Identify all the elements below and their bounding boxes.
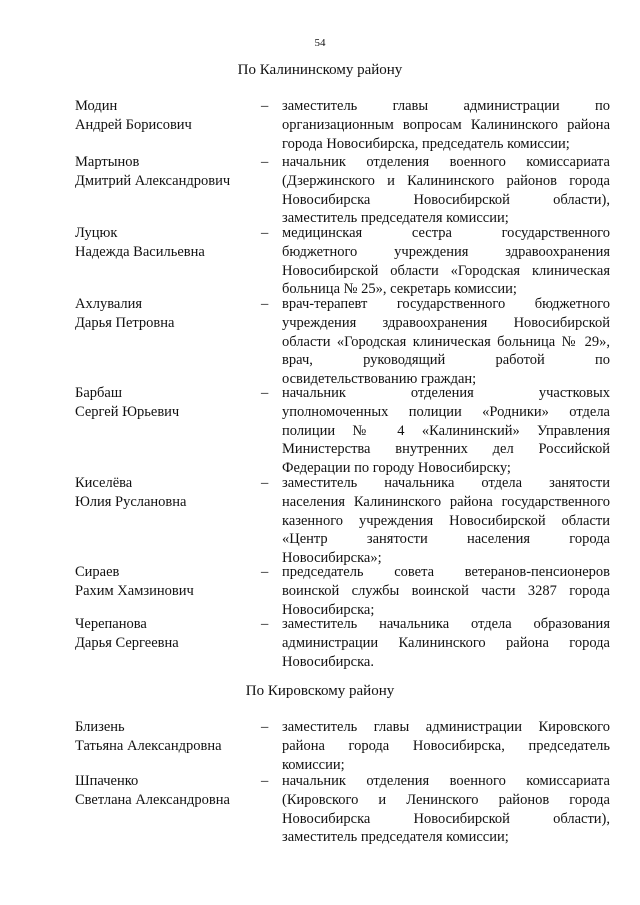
member-surname: Ахлувалия xyxy=(75,296,143,312)
member-role-line: бюджетного учреждения здравоохранения xyxy=(282,243,610,260)
member-role-line: Новосибирска. xyxy=(282,653,374,670)
member-role-line: полиции № 4 «Калининский» Управления xyxy=(282,422,610,439)
dash-separator: – xyxy=(261,564,269,580)
member-role-line: начальник отделения военного комиссариата xyxy=(282,773,610,789)
member-surname: Мартынов xyxy=(75,154,140,170)
member-role xyxy=(282,474,610,568)
member-role-line: комиссии; xyxy=(282,756,345,773)
member-role-line: начальник отделения участковых xyxy=(282,385,610,401)
member-given-names: Юлия Руслановна xyxy=(75,493,187,510)
dash-separator: – xyxy=(261,154,269,170)
member-name xyxy=(75,295,255,333)
member-role-line: «Центр занятости населения города xyxy=(282,531,610,548)
member-role-line: (Дзержинского и Калининского районов города xyxy=(282,172,610,189)
member-given-names: Надежда Васильевна xyxy=(75,243,205,260)
member-role xyxy=(282,772,610,847)
member-name xyxy=(75,615,255,653)
member-role-line: населения Калининского района государственного xyxy=(282,493,610,510)
member-surname: Черепанова xyxy=(75,616,147,632)
member-role-line: Новосибирска Новосибирской области), xyxy=(282,810,610,827)
member-given-names: Сергей Юрьевич xyxy=(75,403,180,420)
member-given-names: Рахим Хамзинович xyxy=(75,582,194,599)
member-role-line: заместитель начальника отдела занятости xyxy=(282,475,610,491)
member-role-line: заместитель председателя комиссии; xyxy=(282,829,509,846)
member-role-line: освидетельствованию граждан; xyxy=(282,371,477,388)
dash-separator: – xyxy=(261,475,269,491)
member-role-line: воинской службы воинской части 3287 города xyxy=(282,582,610,599)
member-surname: Барбаш xyxy=(75,385,122,401)
member-surname: Сираев xyxy=(75,564,120,580)
page-number: 54 xyxy=(314,37,326,49)
member-name xyxy=(75,474,255,512)
section-title-kirovsky: По Кировскому району xyxy=(245,683,395,699)
member-surname: Луцюк xyxy=(75,225,118,241)
member-role-line: начальник отделения военного комиссариата xyxy=(282,154,610,170)
member-role-line: области «Городская клиническая больница № 29», xyxy=(282,333,610,350)
member-role-line: заместитель начальника отдела образования xyxy=(282,616,610,632)
member-role-line: организационным вопросам Калининского района xyxy=(282,116,610,133)
member-role-line: Федерации по городу Новосибирску; xyxy=(282,460,511,477)
member-name xyxy=(75,153,255,191)
member-name xyxy=(75,384,255,422)
member-role-line: Новосибирска; xyxy=(282,601,375,618)
member-name xyxy=(75,563,255,601)
member-role-line: врач, руководящий работой по xyxy=(282,352,610,369)
member-name xyxy=(75,718,255,756)
member-role-line: Новосибирска»; xyxy=(282,550,382,567)
member-role-line: заместитель председателя комиссии; xyxy=(282,210,509,227)
member-role-line: больница № 25», секретарь комиссии; xyxy=(282,281,517,298)
member-role-line: Новосибирской области «Городская клиническая xyxy=(282,262,610,279)
section-title-kalininsky: По Калининскому району xyxy=(237,62,403,78)
member-role-line: (Кировского и Ленинского районов города xyxy=(282,791,610,808)
member-name xyxy=(75,224,255,262)
member-role xyxy=(282,224,610,299)
member-role-line: медицинская сестра государственного xyxy=(282,225,610,241)
member-given-names: Светлана Александровна xyxy=(75,791,230,808)
member-role-line: администрации Калининского района города xyxy=(282,634,610,651)
member-role-line: района города Новосибирска, председатель xyxy=(282,737,610,754)
dash-separator: – xyxy=(261,385,269,401)
member-role-line: города Новосибирска, председатель комиссии; xyxy=(282,135,570,152)
member-surname: Модин xyxy=(75,98,118,114)
member-role-line: Министерства внутренних дел Российской xyxy=(282,441,610,458)
member-role-line: председатель совета ветеранов-пенсионеров xyxy=(282,564,610,580)
member-given-names: Андрей Борисович xyxy=(75,116,192,133)
dash-separator: – xyxy=(261,98,269,114)
member-role xyxy=(282,153,610,228)
member-given-names: Дарья Петровна xyxy=(75,314,175,331)
member-role xyxy=(282,563,610,619)
member-role-line: заместитель главы администрации Кировского xyxy=(282,719,610,735)
member-role xyxy=(282,384,610,478)
dash-separator: – xyxy=(261,616,269,632)
member-role-line: заместитель главы администрации по xyxy=(282,98,610,114)
member-surname: Киселёва xyxy=(75,475,133,491)
dash-separator: – xyxy=(261,296,269,312)
member-given-names: Дмитрий Александрович xyxy=(75,172,231,189)
member-role-line: Новосибирска Новосибирской области), xyxy=(282,191,610,208)
member-name xyxy=(75,97,255,135)
member-role xyxy=(282,97,610,153)
member-given-names: Татьяна Александровна xyxy=(75,737,222,754)
member-role xyxy=(282,718,610,774)
member-given-names: Дарья Сергеевна xyxy=(75,634,179,651)
dash-separator: – xyxy=(261,225,269,241)
dash-separator: – xyxy=(261,719,269,735)
member-role-line: учреждения здравоохранения Новосибирской xyxy=(282,314,610,331)
member-role xyxy=(282,615,610,671)
member-role-line: казенного учреждения Новосибирской области xyxy=(282,512,610,529)
member-surname: Шпаченко xyxy=(75,773,139,789)
dash-separator: – xyxy=(261,773,269,789)
member-role xyxy=(282,295,610,389)
member-name xyxy=(75,772,255,810)
member-role-line: врач-терапевт государственного бюджетного xyxy=(282,296,610,312)
member-role-line: уполномоченных полиции «Родники» отдела xyxy=(282,403,610,420)
member-surname: Близень xyxy=(75,719,125,735)
